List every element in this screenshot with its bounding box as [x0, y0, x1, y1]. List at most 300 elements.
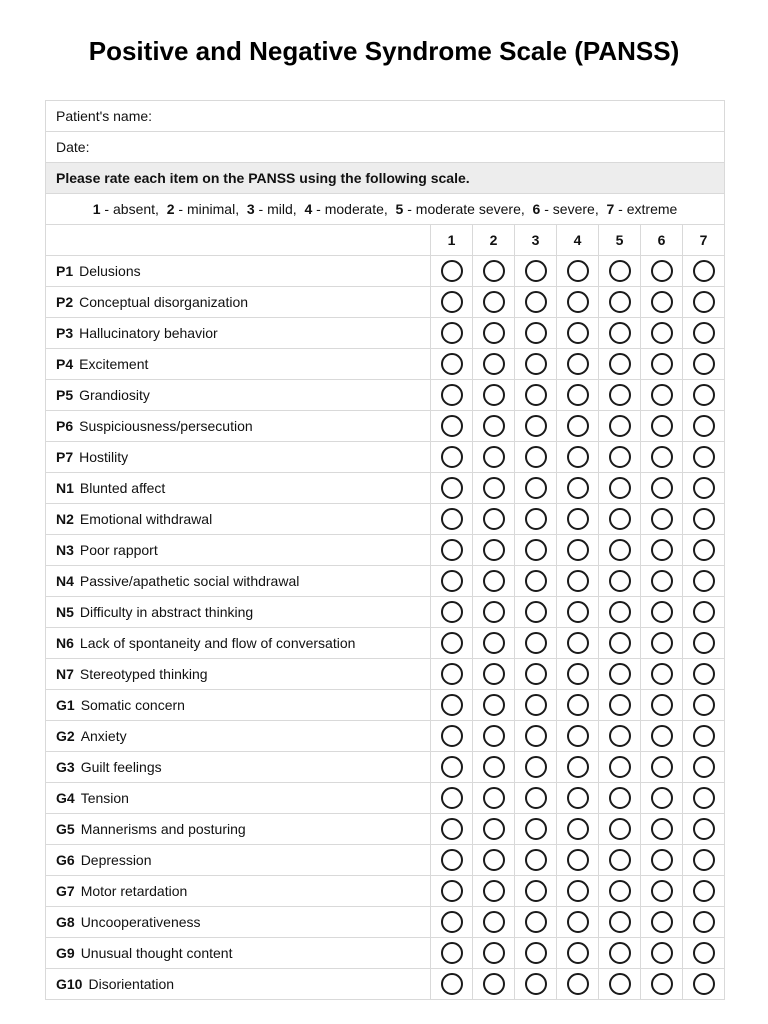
rating-radio-g3-3[interactable]	[525, 756, 547, 778]
rating-radio-g2-4[interactable]	[567, 725, 589, 747]
rating-radio-p2-2[interactable]	[483, 291, 505, 313]
rating-header-row	[46, 225, 725, 256]
item-label-cell	[46, 628, 431, 659]
rating-radio-g1-4[interactable]	[567, 694, 589, 716]
rating-radio-n2-5[interactable]	[609, 508, 631, 530]
rating-radio-g9-7[interactable]	[693, 942, 715, 964]
item-code: N1	[56, 480, 74, 496]
item-code: N6	[56, 635, 74, 651]
rating-cell	[641, 814, 683, 845]
rating-radio-g1-1[interactable]	[441, 694, 463, 716]
rating-radio-p6-6[interactable]	[651, 415, 673, 437]
rating-radio-g7-3[interactable]	[525, 880, 547, 902]
rating-header-1: 1	[431, 225, 473, 256]
item-label: Grandiosity	[79, 387, 150, 403]
rating-radio-g8-2[interactable]	[483, 911, 505, 933]
item-row-p7	[46, 442, 725, 473]
rating-radio-p6-2[interactable]	[483, 415, 505, 437]
item-code: P7	[56, 449, 74, 465]
rating-cell	[431, 938, 473, 969]
rating-radio-g8-7[interactable]	[693, 911, 715, 933]
rating-radio-g4-4[interactable]	[567, 787, 589, 809]
rating-radio-n4-7[interactable]	[693, 570, 715, 592]
rating-radio-g8-4[interactable]	[567, 911, 589, 933]
rating-cell	[431, 814, 473, 845]
rating-cell	[473, 473, 515, 504]
rating-cell	[557, 814, 599, 845]
rating-radio-p2-1[interactable]	[441, 291, 463, 313]
rating-radio-g4-2[interactable]	[483, 787, 505, 809]
rating-radio-p3-4[interactable]	[567, 322, 589, 344]
rating-radio-g8-3[interactable]	[525, 911, 547, 933]
rating-radio-n3-7[interactable]	[693, 539, 715, 561]
scale-number-3: 3	[246, 201, 255, 217]
rating-radio-p1-3[interactable]	[525, 260, 547, 282]
rating-radio-p2-4[interactable]	[567, 291, 589, 313]
rating-radio-g1-3[interactable]	[525, 694, 547, 716]
rating-radio-n3-5[interactable]	[609, 539, 631, 561]
rating-radio-p5-2[interactable]	[483, 384, 505, 406]
rating-radio-p6-7[interactable]	[693, 415, 715, 437]
item-code: G8	[56, 914, 75, 930]
item-label-cell	[46, 690, 431, 721]
rating-radio-g6-1[interactable]	[441, 849, 463, 871]
rating-cell	[683, 504, 725, 535]
rating-radio-g4-3[interactable]	[525, 787, 547, 809]
rating-radio-n4-4[interactable]	[567, 570, 589, 592]
rating-cell	[515, 783, 557, 814]
rating-radio-g3-4[interactable]	[567, 756, 589, 778]
rating-radio-n5-3[interactable]	[525, 601, 547, 623]
rating-radio-n1-5[interactable]	[609, 477, 631, 499]
rating-radio-g2-7[interactable]	[693, 725, 715, 747]
rating-radio-g8-5[interactable]	[609, 911, 631, 933]
item-label: Anxiety	[80, 728, 127, 744]
rating-cell	[473, 504, 515, 535]
item-label-cell	[46, 411, 431, 442]
rating-cell	[431, 628, 473, 659]
rating-radio-n3-1[interactable]	[441, 539, 463, 561]
rating-radio-g5-4[interactable]	[567, 818, 589, 840]
rating-radio-n1-6[interactable]	[651, 477, 673, 499]
rating-radio-p7-3[interactable]	[525, 446, 547, 468]
rating-cell	[515, 256, 557, 287]
item-row-g8	[46, 907, 725, 938]
rating-radio-g4-5[interactable]	[609, 787, 631, 809]
rating-radio-p6-3[interactable]	[525, 415, 547, 437]
rating-radio-g9-1[interactable]	[441, 942, 463, 964]
rating-radio-g7-5[interactable]	[609, 880, 631, 902]
rating-cell	[431, 380, 473, 411]
rating-cell	[683, 969, 725, 1000]
rating-radio-n1-3[interactable]	[525, 477, 547, 499]
rating-radio-p4-3[interactable]	[525, 353, 547, 375]
rating-cell	[641, 442, 683, 473]
item-row-g1	[46, 690, 725, 721]
rating-radio-g7-6[interactable]	[651, 880, 673, 902]
rating-cell	[557, 473, 599, 504]
rating-radio-n6-5[interactable]	[609, 632, 631, 654]
rating-cell	[641, 411, 683, 442]
rating-radio-p2-6[interactable]	[651, 291, 673, 313]
rating-radio-g3-1[interactable]	[441, 756, 463, 778]
rating-radio-g2-1[interactable]	[441, 725, 463, 747]
item-row-g5	[46, 814, 725, 845]
rating-radio-g10-7[interactable]	[693, 973, 715, 995]
scale-number-5: 5	[395, 201, 404, 217]
rating-radio-n5-6[interactable]	[651, 601, 673, 623]
rating-radio-n4-6[interactable]	[651, 570, 673, 592]
rating-radio-p4-1[interactable]	[441, 353, 463, 375]
rating-radio-g6-3[interactable]	[525, 849, 547, 871]
item-row-p2	[46, 287, 725, 318]
rating-cell	[557, 411, 599, 442]
item-label-cell	[46, 535, 431, 566]
rating-radio-p3-7[interactable]	[693, 322, 715, 344]
rating-radio-n3-6[interactable]	[651, 539, 673, 561]
scale-text-1: absent	[113, 201, 156, 217]
rating-radio-p6-1[interactable]	[441, 415, 463, 437]
rating-cell	[557, 380, 599, 411]
item-label: Uncooperativeness	[80, 914, 201, 930]
rating-cell	[683, 628, 725, 659]
rating-cell	[599, 628, 641, 659]
rating-radio-g3-6[interactable]	[651, 756, 673, 778]
rating-radio-n4-5[interactable]	[609, 570, 631, 592]
rating-radio-p7-1[interactable]	[441, 446, 463, 468]
rating-radio-p5-3[interactable]	[525, 384, 547, 406]
rating-cell	[431, 256, 473, 287]
rating-cell	[683, 721, 725, 752]
rating-radio-n6-4[interactable]	[567, 632, 589, 654]
rating-cell	[641, 721, 683, 752]
rating-cell	[641, 318, 683, 349]
item-code: N5	[56, 604, 74, 620]
rating-radio-n4-1[interactable]	[441, 570, 463, 592]
rating-radio-n3-3[interactable]	[525, 539, 547, 561]
item-code: G3	[56, 759, 75, 775]
rating-cell	[641, 504, 683, 535]
rating-radio-p2-3[interactable]	[525, 291, 547, 313]
rating-cell	[641, 535, 683, 566]
rating-radio-g5-7[interactable]	[693, 818, 715, 840]
item-label-cell	[46, 659, 431, 690]
rating-radio-n7-2[interactable]	[483, 663, 505, 685]
item-label: Conceptual disorganization	[79, 294, 249, 310]
rating-cell	[515, 318, 557, 349]
rating-cell	[683, 907, 725, 938]
rating-cell	[599, 380, 641, 411]
rating-cell	[431, 690, 473, 721]
rating-cell	[641, 690, 683, 721]
rating-radio-n1-4[interactable]	[567, 477, 589, 499]
rating-radio-g4-1[interactable]	[441, 787, 463, 809]
rating-radio-g3-7[interactable]	[693, 756, 715, 778]
rating-radio-p1-7[interactable]	[693, 260, 715, 282]
scale-number-2: 2	[166, 201, 175, 217]
rating-cell	[431, 411, 473, 442]
rating-radio-g10-1[interactable]	[441, 973, 463, 995]
scale-number-4: 4	[304, 201, 313, 217]
rating-cell	[641, 349, 683, 380]
rating-cell	[683, 659, 725, 690]
rating-radio-p3-3[interactable]	[525, 322, 547, 344]
rating-radio-g5-5[interactable]	[609, 818, 631, 840]
rating-radio-p4-5[interactable]	[609, 353, 631, 375]
rating-radio-p1-6[interactable]	[651, 260, 673, 282]
rating-radio-n7-3[interactable]	[525, 663, 547, 685]
rating-cell	[557, 721, 599, 752]
rating-cell	[473, 938, 515, 969]
rating-radio-g5-1[interactable]	[441, 818, 463, 840]
rating-radio-p5-5[interactable]	[609, 384, 631, 406]
rating-cell	[683, 814, 725, 845]
rating-radio-p1-4[interactable]	[567, 260, 589, 282]
rating-radio-p4-7[interactable]	[693, 353, 715, 375]
item-label-cell	[46, 752, 431, 783]
rating-radio-p6-4[interactable]	[567, 415, 589, 437]
rating-radio-n1-2[interactable]	[483, 477, 505, 499]
scale-number-6: 6	[532, 201, 541, 217]
rating-radio-n6-7[interactable]	[693, 632, 715, 654]
rating-radio-n7-7[interactable]	[693, 663, 715, 685]
rating-cell	[473, 566, 515, 597]
item-label-cell	[46, 287, 431, 318]
rating-radio-g9-4[interactable]	[567, 942, 589, 964]
rating-cell	[557, 938, 599, 969]
rating-cell	[431, 504, 473, 535]
rating-radio-p7-2[interactable]	[483, 446, 505, 468]
rating-radio-g5-6[interactable]	[651, 818, 673, 840]
rating-radio-g6-2[interactable]	[483, 849, 505, 871]
rating-radio-p1-5[interactable]	[609, 260, 631, 282]
rating-cell	[473, 814, 515, 845]
scale-text-3: mild	[267, 201, 293, 217]
rating-radio-n3-4[interactable]	[567, 539, 589, 561]
item-label-cell	[46, 814, 431, 845]
rating-radio-g10-5[interactable]	[609, 973, 631, 995]
item-label: Depression	[80, 852, 152, 868]
rating-radio-p7-7[interactable]	[693, 446, 715, 468]
panss-form-table	[45, 100, 725, 1000]
rating-radio-g7-7[interactable]	[693, 880, 715, 902]
rating-radio-g5-2[interactable]	[483, 818, 505, 840]
rating-radio-g7-4[interactable]	[567, 880, 589, 902]
item-row-n7	[46, 659, 725, 690]
rating-cell	[557, 349, 599, 380]
rating-radio-n4-2[interactable]	[483, 570, 505, 592]
rating-cell	[557, 566, 599, 597]
rating-radio-g7-2[interactable]	[483, 880, 505, 902]
date-field[interactable]	[46, 132, 725, 163]
item-row-g3	[46, 752, 725, 783]
rating-radio-n1-7[interactable]	[693, 477, 715, 499]
scale-text-7: extreme	[626, 201, 678, 217]
rating-radio-g3-2[interactable]	[483, 756, 505, 778]
rating-cell	[557, 535, 599, 566]
rating-radio-g1-2[interactable]	[483, 694, 505, 716]
rating-radio-g3-5[interactable]	[609, 756, 631, 778]
rating-cell	[599, 411, 641, 442]
rating-radio-p3-6[interactable]	[651, 322, 673, 344]
rating-cell	[515, 752, 557, 783]
rating-radio-g9-5[interactable]	[609, 942, 631, 964]
item-code: G10	[56, 976, 83, 992]
rating-cell	[683, 566, 725, 597]
rating-radio-g9-3[interactable]	[525, 942, 547, 964]
rating-radio-p2-5[interactable]	[609, 291, 631, 313]
rating-radio-p4-2[interactable]	[483, 353, 505, 375]
rating-radio-n4-3[interactable]	[525, 570, 547, 592]
item-label-cell	[46, 566, 431, 597]
rating-cell	[515, 938, 557, 969]
rating-radio-g6-6[interactable]	[651, 849, 673, 871]
rating-cell	[641, 473, 683, 504]
rating-cell	[641, 256, 683, 287]
rating-radio-g9-2[interactable]	[483, 942, 505, 964]
rating-cell	[683, 876, 725, 907]
rating-radio-g2-2[interactable]	[483, 725, 505, 747]
rating-radio-n6-2[interactable]	[483, 632, 505, 654]
rating-cell	[683, 473, 725, 504]
scale-legend: 1 - absent, 2 - minimal, 3 - mild, 4 - moderate, 5 - moderate severe, 6 - severe, 7 - extreme	[46, 194, 725, 225]
rating-cell	[599, 504, 641, 535]
rating-cell	[641, 845, 683, 876]
rating-radio-p6-5[interactable]	[609, 415, 631, 437]
rating-cell	[557, 256, 599, 287]
item-label-cell	[46, 938, 431, 969]
rating-radio-g10-2[interactable]	[483, 973, 505, 995]
rating-radio-g9-6[interactable]	[651, 942, 673, 964]
rating-radio-n2-2[interactable]	[483, 508, 505, 530]
rating-radio-n5-4[interactable]	[567, 601, 589, 623]
rating-cell	[515, 597, 557, 628]
rating-radio-p5-6[interactable]	[651, 384, 673, 406]
rating-radio-n6-3[interactable]	[525, 632, 547, 654]
rating-radio-n5-7[interactable]	[693, 601, 715, 623]
item-row-g7	[46, 876, 725, 907]
rating-radio-g10-3[interactable]	[525, 973, 547, 995]
rating-cell	[473, 597, 515, 628]
rating-radio-n2-1[interactable]	[441, 508, 463, 530]
rating-cell	[515, 721, 557, 752]
rating-radio-g10-6[interactable]	[651, 973, 673, 995]
rating-radio-n7-5[interactable]	[609, 663, 631, 685]
rating-radio-p7-6[interactable]	[651, 446, 673, 468]
rating-radio-n5-2[interactable]	[483, 601, 505, 623]
item-row-g6	[46, 845, 725, 876]
rating-radio-n3-2[interactable]	[483, 539, 505, 561]
rating-radio-g8-1[interactable]	[441, 911, 463, 933]
rating-cell	[557, 876, 599, 907]
rating-cell	[599, 597, 641, 628]
rating-radio-g4-7[interactable]	[693, 787, 715, 809]
item-code: G5	[56, 821, 75, 837]
rating-radio-g2-3[interactable]	[525, 725, 547, 747]
rating-cell	[683, 752, 725, 783]
rating-header-5: 5	[599, 225, 641, 256]
rating-radio-g6-5[interactable]	[609, 849, 631, 871]
rating-radio-n5-5[interactable]	[609, 601, 631, 623]
rating-radio-n2-3[interactable]	[525, 508, 547, 530]
rating-cell	[557, 504, 599, 535]
rating-cell	[557, 442, 599, 473]
rating-radio-g1-5[interactable]	[609, 694, 631, 716]
rating-radio-n7-1[interactable]	[441, 663, 463, 685]
rating-radio-p1-2[interactable]	[483, 260, 505, 282]
rating-radio-p5-7[interactable]	[693, 384, 715, 406]
rating-radio-g10-4[interactable]	[567, 973, 589, 995]
rating-radio-n6-6[interactable]	[651, 632, 673, 654]
scale-number-7: 7	[606, 201, 615, 217]
rating-cell	[473, 628, 515, 659]
patient-name-row	[46, 101, 725, 132]
rating-cell	[431, 721, 473, 752]
rating-radio-g1-7[interactable]	[693, 694, 715, 716]
rating-radio-g6-7[interactable]	[693, 849, 715, 871]
rating-cell	[473, 845, 515, 876]
item-row-g10	[46, 969, 725, 1000]
rating-radio-g4-6[interactable]	[651, 787, 673, 809]
rating-radio-n1-1[interactable]	[441, 477, 463, 499]
item-label: Mannerisms and posturing	[80, 821, 246, 837]
scale-number-1: 1	[92, 201, 101, 217]
rating-cell	[641, 659, 683, 690]
item-label: Poor rapport	[79, 542, 158, 558]
rating-radio-p7-5[interactable]	[609, 446, 631, 468]
rating-radio-n2-7[interactable]	[693, 508, 715, 530]
item-code: N3	[56, 542, 74, 558]
rating-radio-p4-4[interactable]	[567, 353, 589, 375]
rating-radio-p3-5[interactable]	[609, 322, 631, 344]
rating-radio-n2-6[interactable]	[651, 508, 673, 530]
rating-radio-n6-1[interactable]	[441, 632, 463, 654]
rating-radio-p3-2[interactable]	[483, 322, 505, 344]
rating-radio-g2-6[interactable]	[651, 725, 673, 747]
rating-radio-p5-1[interactable]	[441, 384, 463, 406]
patient-name-field[interactable]	[46, 101, 725, 132]
rating-cell	[515, 442, 557, 473]
rating-radio-p3-1[interactable]	[441, 322, 463, 344]
rating-radio-n7-4[interactable]	[567, 663, 589, 685]
rating-cell	[599, 907, 641, 938]
item-label-cell	[46, 318, 431, 349]
rating-radio-g2-5[interactable]	[609, 725, 631, 747]
rating-radio-g6-4[interactable]	[567, 849, 589, 871]
rating-radio-p2-7[interactable]	[693, 291, 715, 313]
rating-cell	[599, 752, 641, 783]
rating-cell	[641, 938, 683, 969]
rating-radio-g1-6[interactable]	[651, 694, 673, 716]
rating-radio-p7-4[interactable]	[567, 446, 589, 468]
rating-radio-p5-4[interactable]	[567, 384, 589, 406]
rating-radio-g8-6[interactable]	[651, 911, 673, 933]
rating-cell	[641, 783, 683, 814]
rating-cell	[515, 473, 557, 504]
rating-cell	[557, 907, 599, 938]
rating-cell	[683, 597, 725, 628]
rating-radio-n7-6[interactable]	[651, 663, 673, 685]
item-label-cell	[46, 597, 431, 628]
rating-radio-n2-4[interactable]	[567, 508, 589, 530]
rating-radio-p1-1[interactable]	[441, 260, 463, 282]
rating-radio-p4-6[interactable]	[651, 353, 673, 375]
rating-cell	[683, 256, 725, 287]
rating-radio-g5-3[interactable]	[525, 818, 547, 840]
rating-radio-g7-1[interactable]	[441, 880, 463, 902]
rating-radio-n5-1[interactable]	[441, 601, 463, 623]
rating-cell	[557, 845, 599, 876]
